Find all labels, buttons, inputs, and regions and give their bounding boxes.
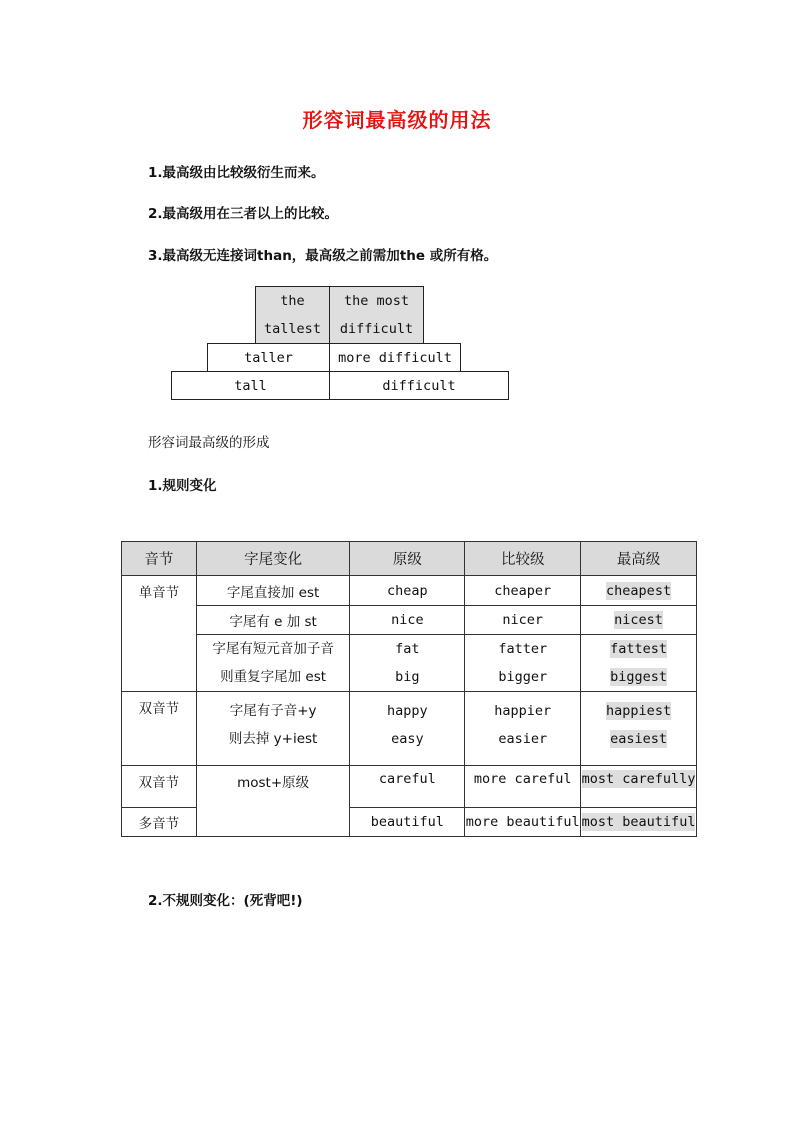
table-header-row [122, 542, 697, 576]
cell-comparative: cheaper [465, 576, 581, 606]
cell-positive: careful [350, 766, 465, 808]
cell-superlative [581, 766, 697, 808]
table-row [122, 606, 697, 635]
pyramid-top-right-line2: difficult [339, 321, 414, 337]
pyramid-bottom-right-text: difficult [382, 377, 456, 394]
header-syllable: 音节 [122, 542, 197, 576]
cell-comparative: nicer [465, 606, 581, 635]
rule-line: 字尾有短元音加子音 [212, 641, 334, 657]
regular-heading: 1.规则变化 [148, 478, 217, 494]
cell-positive [350, 692, 465, 766]
pyramid-top-left-line1: the [280, 293, 305, 309]
pyramid-mid-right-text: more difficult [338, 349, 452, 366]
superlative-word [581, 635, 696, 663]
superlative-text: easiest [610, 731, 668, 747]
pyramid-bottom-left-text: tall [234, 377, 267, 394]
section-heading: 形容词最高级的形成 [148, 435, 270, 451]
table-row [122, 576, 697, 606]
page-title: 形容词最高级的用法 [302, 108, 492, 132]
pyramid-bottom-right [329, 371, 509, 400]
superlative-word [581, 697, 696, 725]
cell-rule: 字尾有 e 加 st [196, 606, 350, 635]
superlative-text: most beautiful [581, 814, 696, 830]
pyramid-bottom-left [171, 371, 330, 400]
superlative-table [121, 541, 697, 837]
superlative-text: most carefully [581, 771, 696, 787]
table-row [122, 692, 697, 766]
cell-comparative: more careful [465, 766, 581, 808]
header-ending: 字尾变化 [196, 542, 350, 576]
rule-line: 则重复字尾加 est [220, 669, 327, 685]
pyramid-top-left-line2: tallest [264, 321, 321, 337]
pyramid-top-right-line1: the most [343, 293, 410, 309]
positive-word: happy [387, 703, 428, 719]
pyramid-top-right [329, 286, 424, 344]
cell-superlative [581, 606, 697, 635]
superlative-text: happiest [606, 703, 672, 719]
cell-positive: cheap [350, 576, 465, 606]
pyramid-mid-left-text: taller [244, 349, 293, 366]
positive-word: big [395, 669, 420, 685]
superlative-word [581, 663, 696, 691]
comparative-word: happier [494, 703, 552, 719]
cell-positive: beautiful [350, 808, 465, 837]
table-row [122, 766, 697, 808]
superlative-text: nicest [614, 612, 663, 628]
cell-superlative [581, 692, 697, 766]
cell-single-syllable: 单音节 [122, 576, 197, 692]
header-comparative: 比较级 [465, 542, 581, 576]
rule-2: 2.最高级用在三者以上的比较。 [148, 206, 339, 222]
cell-comparative [465, 635, 581, 692]
cell-comparative [465, 692, 581, 766]
cell-positive: nice [350, 606, 465, 635]
superlative-text: cheapest [606, 582, 672, 599]
rule-line: 则去掉 y+iest [228, 731, 318, 747]
comparative-word: bigger [498, 669, 548, 685]
superlative-text: fattest [610, 641, 668, 657]
table-row [122, 635, 697, 692]
pyramid-mid-right [329, 343, 461, 372]
irregular-heading: 2.不规则变化：(死背吧!) [148, 893, 303, 909]
cell-superlative [581, 576, 697, 606]
cell-superlative [581, 808, 697, 837]
cell-rule: most+原级 [196, 766, 350, 837]
rule-3: 3.最高级无连接词than，最高级之前需加the 或所有格。 [148, 248, 498, 264]
cell-rule [196, 635, 350, 692]
cell-rule [196, 692, 350, 766]
cell-comparative: more beautiful [465, 808, 581, 837]
pyramid-mid-left [207, 343, 330, 372]
header-positive: 原级 [350, 542, 465, 576]
cell-rule: 字尾直接加 est [196, 576, 350, 606]
cell-superlative [581, 635, 697, 692]
positive-word: fat [395, 641, 420, 657]
cell-positive [350, 635, 465, 692]
superlative-word [581, 725, 696, 753]
positive-word: easy [391, 731, 424, 747]
cell-double-syllable: 双音节 [122, 766, 197, 808]
cell-multi-syllable: 多音节 [122, 808, 197, 837]
rule-line: 字尾有子音+y [229, 703, 317, 719]
header-superlative: 最高级 [581, 542, 697, 576]
comparative-word: easier [498, 731, 548, 747]
comparative-word: fatter [498, 641, 548, 657]
cell-double-syllable: 双音节 [122, 692, 197, 766]
superlative-text: biggest [610, 669, 668, 685]
pyramid-top-left [255, 286, 330, 344]
rule-1: 1.最高级由比较级衍生而来。 [148, 165, 325, 181]
